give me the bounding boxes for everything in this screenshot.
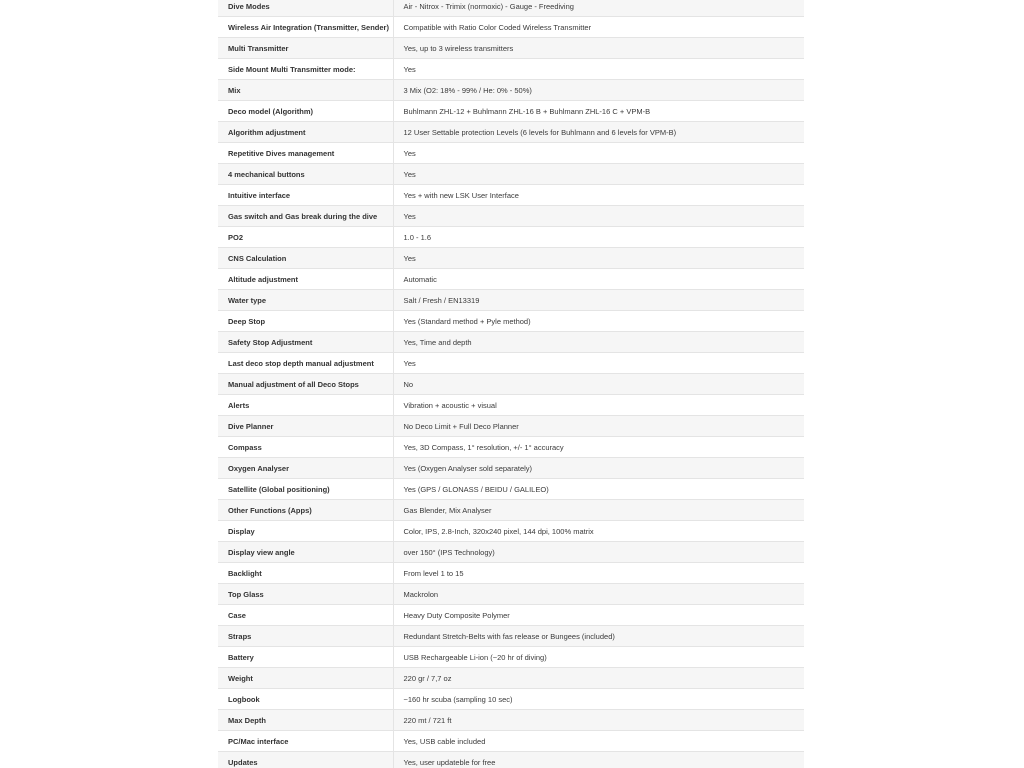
spec-label: Straps	[218, 626, 393, 647]
table-row	[218, 521, 804, 542]
table-row	[218, 206, 804, 227]
spec-label: Last deco stop depth manual adjustment	[218, 353, 393, 374]
table-row	[218, 80, 804, 101]
spec-value: Redundant Stretch-Belts with fas release or Bungees (included)	[393, 626, 804, 647]
spec-value: Heavy Duty Composite Polymer	[393, 605, 804, 626]
spec-value: Yes	[393, 143, 804, 164]
table-row	[218, 416, 804, 437]
spec-value: Mackrolon	[393, 584, 804, 605]
spec-label: PO2	[218, 227, 393, 248]
spec-value: Yes	[393, 164, 804, 185]
spec-label: Display	[218, 521, 393, 542]
table-row	[218, 731, 804, 752]
spec-value: 220 mt / 721 ft	[393, 710, 804, 731]
spec-value: From level 1 to 15	[393, 563, 804, 584]
table-row	[218, 563, 804, 584]
table-row	[218, 248, 804, 269]
spec-value: Yes + with new LSK User Interface	[393, 185, 804, 206]
table-row	[218, 479, 804, 500]
spec-label: Backlight	[218, 563, 393, 584]
spec-label: Altitude adjustment	[218, 269, 393, 290]
spec-label: Wireless Air Integration (Transmitter, Sender)	[218, 17, 393, 38]
spec-label: Display view angle	[218, 542, 393, 563]
spec-label: Logbook	[218, 689, 393, 710]
spec-label: Algorithm adjustment	[218, 122, 393, 143]
spec-label: Other Functions (Apps)	[218, 500, 393, 521]
spec-label: Multi Transmitter	[218, 38, 393, 59]
spec-value: Yes	[393, 206, 804, 227]
spec-label: Alerts	[218, 395, 393, 416]
spec-value: ~160 hr scuba (sampling 10 sec)	[393, 689, 804, 710]
spec-label: Dive Modes	[218, 0, 393, 17]
spec-label: Battery	[218, 647, 393, 668]
table-row	[218, 122, 804, 143]
spec-value: 220 gr / 7,7 oz	[393, 668, 804, 689]
table-row	[218, 59, 804, 80]
spec-value: Yes, USB cable included	[393, 731, 804, 752]
spec-value: Yes	[393, 353, 804, 374]
spec-label: Water type	[218, 290, 393, 311]
table-row	[218, 311, 804, 332]
table-row	[218, 101, 804, 122]
spec-label: 4 mechanical buttons	[218, 164, 393, 185]
spec-label: CNS Calculation	[218, 248, 393, 269]
spec-value: No	[393, 374, 804, 395]
table-row	[218, 542, 804, 563]
spec-label: Updates	[218, 752, 393, 768]
table-row	[218, 332, 804, 353]
spec-value: 3 Mix (O2: 18% - 99% / He: 0% - 50%)	[393, 80, 804, 101]
spec-value: Vibration + acoustic + visual	[393, 395, 804, 416]
spec-value: Buhlmann ZHL-12 + Buhlmann ZHL-16 B + Buhlmann ZHL-16 C + VPM-B	[393, 101, 804, 122]
table-row	[218, 689, 804, 710]
table-row	[218, 374, 804, 395]
table-row	[218, 647, 804, 668]
spec-label: Gas switch and Gas break during the dive	[218, 206, 393, 227]
spec-label: Repetitive Dives management	[218, 143, 393, 164]
table-row	[218, 290, 804, 311]
spec-label: Weight	[218, 668, 393, 689]
spec-label: Deep Stop	[218, 311, 393, 332]
spec-value: Yes, user updateble for free	[393, 752, 804, 768]
table-row	[218, 227, 804, 248]
table-row	[218, 0, 804, 17]
spec-value: Yes, up to 3 wireless transmitters	[393, 38, 804, 59]
spec-value: Automatic	[393, 269, 804, 290]
spec-value: Yes (Standard method + Pyle method)	[393, 311, 804, 332]
spec-value: 1.0 - 1.6	[393, 227, 804, 248]
spec-value: Yes, 3D Compass, 1° resolution, +/- 1° accuracy	[393, 437, 804, 458]
spec-label: Safety Stop Adjustment	[218, 332, 393, 353]
table-row	[218, 752, 804, 768]
spec-label: PC/Mac interface	[218, 731, 393, 752]
spec-label: Case	[218, 605, 393, 626]
spec-value: Compatible with Ratio Color Coded Wireless Transmitter	[393, 17, 804, 38]
table-row	[218, 353, 804, 374]
table-row	[218, 437, 804, 458]
table-row	[218, 185, 804, 206]
spec-label: Satellite (Global positioning)	[218, 479, 393, 500]
table-row	[218, 584, 804, 605]
spec-value: Salt / Fresh / EN13319	[393, 290, 804, 311]
spec-value: Color, IPS, 2.8-Inch, 320x240 pixel, 144 dpi, 100% matrix	[393, 521, 804, 542]
spec-value: 12 User Settable protection Levels (6 levels for Buhlmann and 6 levels for VPM-B)	[393, 122, 804, 143]
specifications-table	[218, 0, 804, 768]
table-row	[218, 269, 804, 290]
spec-label: Side Mount Multi Transmitter mode:	[218, 59, 393, 80]
spec-label: Compass	[218, 437, 393, 458]
table-row	[218, 668, 804, 689]
spec-label: Top Glass	[218, 584, 393, 605]
spec-value: USB Rechargeable Li-ion (~20 hr of diving)	[393, 647, 804, 668]
table-row	[218, 605, 804, 626]
spec-label: Deco model (Algorithm)	[218, 101, 393, 122]
spec-label: Oxygen Analyser	[218, 458, 393, 479]
specifications-table-body	[218, 0, 804, 768]
table-row	[218, 458, 804, 479]
table-row	[218, 17, 804, 38]
spec-label: Dive Planner	[218, 416, 393, 437]
spec-value: Air - Nitrox - Trimix (normoxic) - Gauge - Freediving	[393, 0, 804, 17]
spec-value: Yes, Time and depth	[393, 332, 804, 353]
spec-value: Yes (GPS / GLONASS / BEIDU / GALILEO)	[393, 479, 804, 500]
spec-label: Manual adjustment of all Deco Stops	[218, 374, 393, 395]
table-row	[218, 710, 804, 731]
table-row	[218, 626, 804, 647]
spec-value: No Deco Limit + Full Deco Planner	[393, 416, 804, 437]
table-row	[218, 395, 804, 416]
spec-label: Intuitive interface	[218, 185, 393, 206]
spec-value: Gas Blender, Mix Analyser	[393, 500, 804, 521]
table-row	[218, 164, 804, 185]
spec-value: over 150° (IPS Technology)	[393, 542, 804, 563]
spec-value: Yes	[393, 59, 804, 80]
spec-value: Yes	[393, 248, 804, 269]
table-row	[218, 143, 804, 164]
table-row	[218, 500, 804, 521]
spec-label: Mix	[218, 80, 393, 101]
spec-value: Yes (Oxygen Analyser sold separately)	[393, 458, 804, 479]
spec-label: Max Depth	[218, 710, 393, 731]
table-row	[218, 38, 804, 59]
